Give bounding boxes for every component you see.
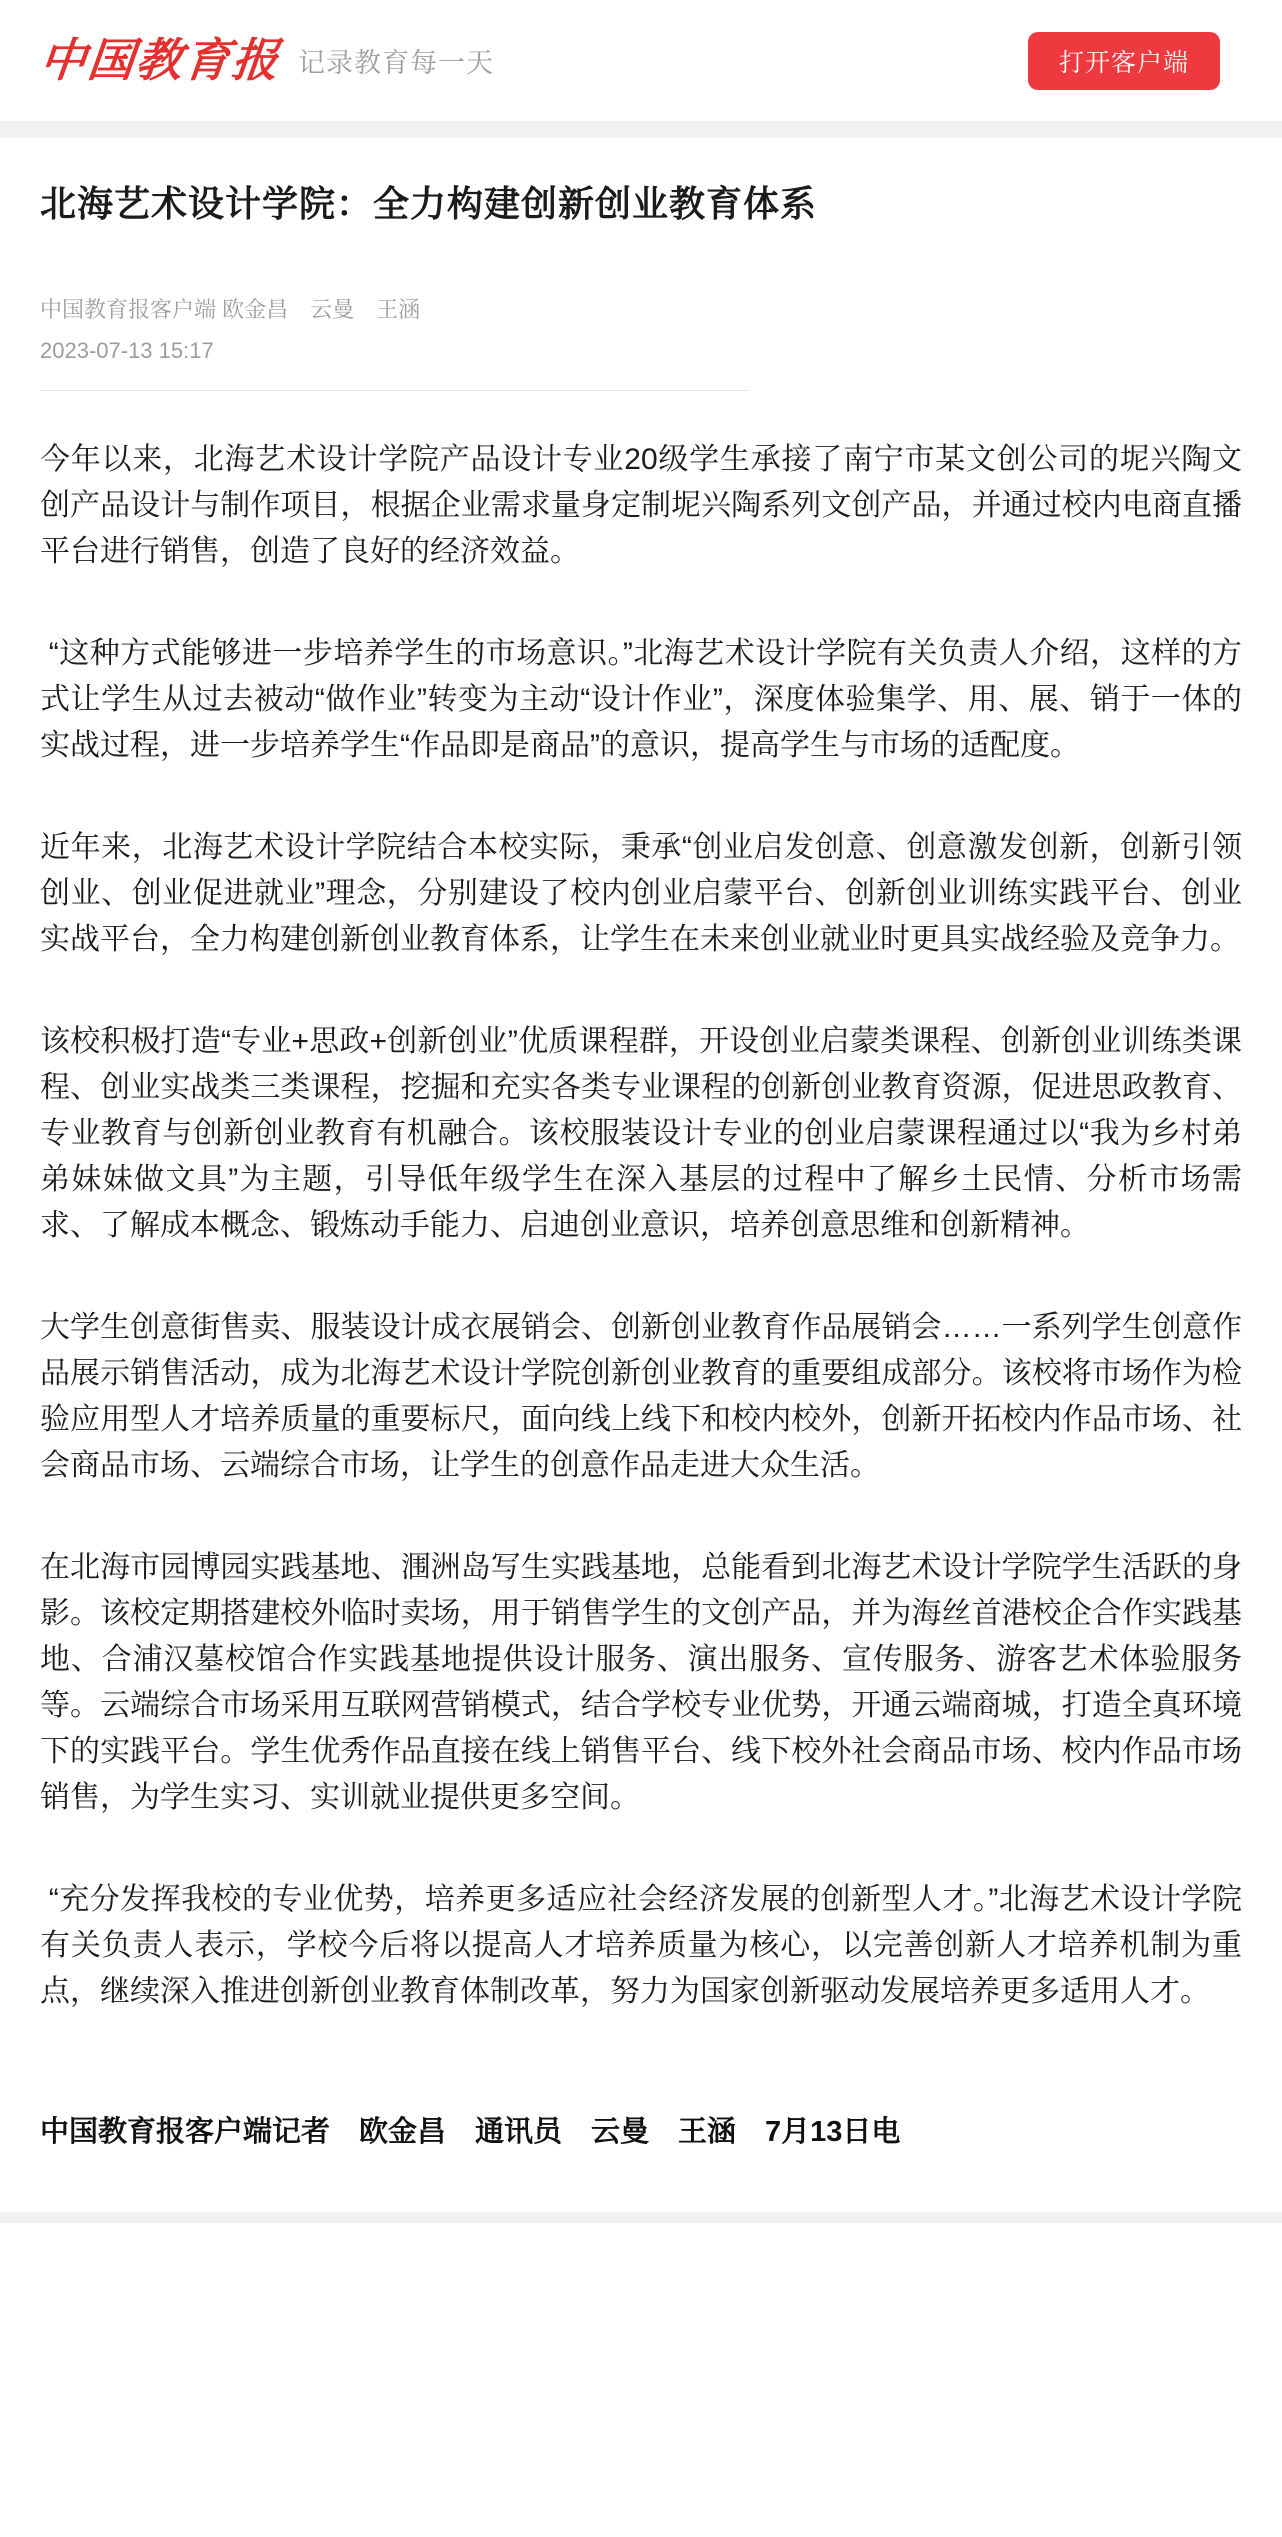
page-title: 北海艺术设计学院：全力构建创新创业教育体系 bbox=[40, 183, 818, 224]
article-byline: 中国教育报客户端 欧金昌 云曼 王涵 bbox=[40, 297, 421, 322]
article-paragraph: 近年来，北海艺术设计学院结合本校实际，秉承“创业启发创意、创意激发创新，创新引领创业、创业促进就业”理念，分别建设了校内创业启蒙平台、创新创业训练实践平台、创业实战平台，全力构建创新创业教育体系，让学生在未来创业就业时更具实战经验及竞争力。 bbox=[40, 831, 1242, 956]
china-education-daily-logo: 中国教育报 bbox=[37, 34, 283, 86]
header-divider-band bbox=[0, 121, 1282, 138]
article-paragraph: 今年以来，北海艺术设计学院产品设计专业20级学生承接了南宁市某文创公司的坭兴陶文创产品设计与制作项目，根据企业需求量身定制坭兴陶系列文创产品，并通过校内电商直播平台进行销售，创造了良好的经济效益。 bbox=[40, 443, 1242, 568]
article-paragraph: 在北海市园博园实践基地、涠洲岛写生实践基地，总能看到北海艺术设计学院学生活跃的身影。该校定期搭建校外临时卖场，用于销售学生的文创产品，并为海丝首港校企合作实践基地、合浦汉墓校馆合作实践基地提供设计服务、演出服务、宣传服务、游客艺术体验服务等。云端综合市场采用互联网营销模式，结合学校专业优势，开通云端商城，打造全真环境下的实践平台。学生优秀作品直接在线上销售平台、线下校外社会商品市场、校内作品市场销售，为学生实习、实训就业提供更多空间。 bbox=[40, 1551, 1242, 1814]
brand-group bbox=[37, 34, 494, 86]
article-content bbox=[0, 176, 1282, 2154]
reporter-credit-line: 中国教育报客户端记者 欧金昌 通讯员 云曼 王涵 7月13日电 bbox=[40, 2116, 901, 2148]
article-paragraph: “这种方式能够进一步培养学生的市场意识。”北海艺术设计学院有关负责人介绍，这样的方式让学生从过去被动“做作业”转变为主动“设计作业”，深度体验集学、用、展、销于一体的实战过程，进一步培养学生“作品即是商品”的意识，提高学生与市场的适配度。 bbox=[40, 637, 1242, 762]
article-paragraph: 大学生创意街售卖、服装设计成衣展销会、创新创业教育作品展销会……一系列学生创意作品展示销售活动，成为北海艺术设计学院创新创业教育的重要组成部分。该校将市场作为检验应用型人才培养质量的重要标尺，面向线上线下和校内校外，创新开拓校内作品市场、社会商品市场、云端综合市场，让学生的创意作品走进大众生活。 bbox=[40, 1311, 1242, 1482]
article-paragraph: 该校积极打造“专业+思政+创新创业”优质课程群，开设创业启蒙类课程、创新创业训练类课程、创业实战类三类课程，挖掘和充实各类专业课程的创新创业教育资源，促进思政教育、专业教育与创新创业教育有机融合。该校服装设计专业的创业启蒙课程通过以“我为乡村弟弟妹妹做文具”为主题，引导低年级学生在深入基层的过程中了解乡土民情、分析市场需求、了解成本概念、锻炼动手能力、启迪创业意识，培养创意思维和创新精神。 bbox=[40, 1025, 1242, 1242]
site-header bbox=[0, 0, 1282, 121]
open-client-button[interactable]: 打开客户端 bbox=[1028, 32, 1220, 90]
article-paragraph: “充分发挥我校的专业优势，培养更多适应社会经济发展的创新型人才。”北海艺术设计学院有关负责人表示，学校今后将以提高人才培养质量为核心，以完善创新人才培养机制为重点，继续深入推进创新创业教育体制改革，努力为国家创新驱动发展培养更多适用人才。 bbox=[40, 1883, 1242, 2008]
publish-timestamp: 2023-07-13 15:17 bbox=[40, 338, 214, 363]
bottom-divider-band bbox=[0, 2212, 1282, 2223]
byline-divider bbox=[40, 390, 750, 391]
site-tagline: 记录教育每一天 bbox=[298, 48, 494, 78]
